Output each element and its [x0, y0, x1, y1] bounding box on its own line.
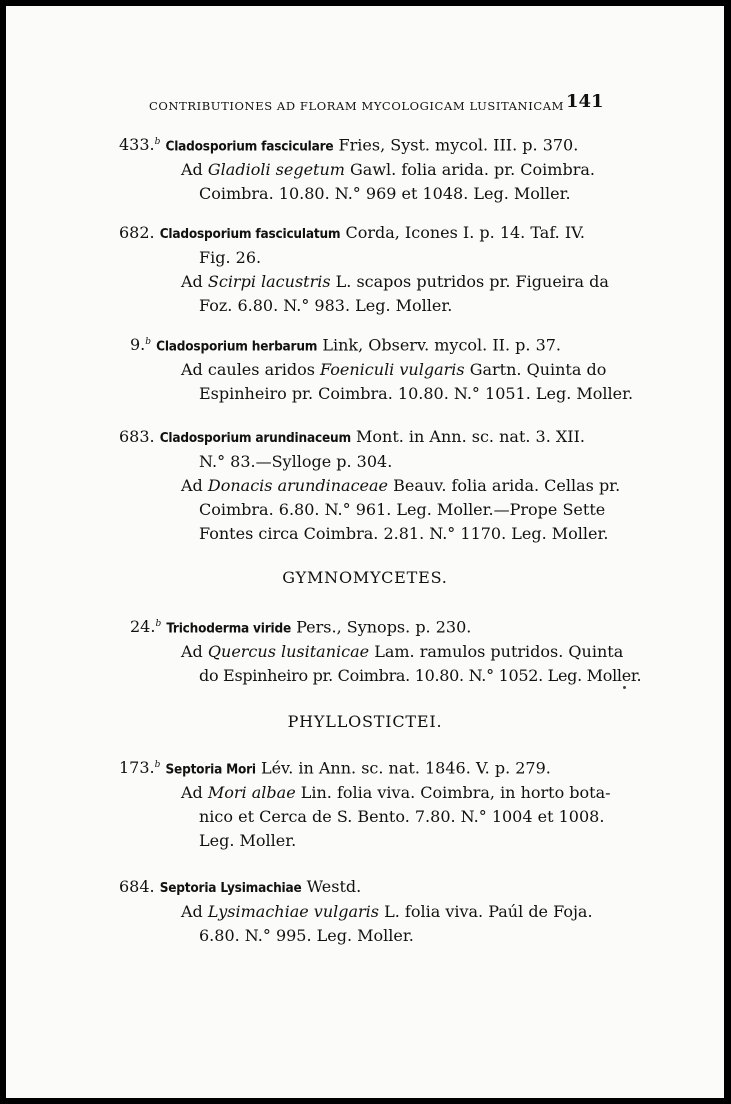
text-segment: 6.80. N.° 995. Leg. Moller.	[199, 926, 414, 945]
entry-433b	[119, 130, 595, 206]
entry-173b	[119, 753, 611, 853]
text-segment: do Espinheiro pr. Coimbra. 10.80. N.° 1052. Leg. Moller.	[199, 666, 642, 686]
entry-superscript: b	[145, 337, 152, 347]
entry-superscript: b	[154, 137, 161, 147]
entry-number: 173.	[119, 758, 155, 778]
text-segment: Ad	[181, 642, 208, 662]
text-segment: Gawl. folia arida. pr. Coimbra.	[344, 160, 595, 180]
genus-species: Cladosporium fasciculare	[165, 138, 334, 155]
taxon-italic: Scirpi lacustris	[207, 272, 331, 291]
text-segment: Foz. 6.80. N.° 983. Leg. Moller.	[199, 296, 453, 315]
text-segment: Ad	[181, 272, 208, 291]
taxon-italic: Donacis arundinaceae	[207, 476, 389, 495]
text-segment: Ad	[181, 902, 208, 921]
authority: Pers., Synops. p. 230.	[291, 617, 472, 637]
text-segment: Ad	[181, 476, 208, 495]
genus-species: Cladosporium arundinaceum	[159, 430, 351, 446]
authority: Fries, Syst. mycol. III. p. 370.	[333, 135, 579, 155]
authority: Corda, Icones I. p. 14. Taf. IV.	[340, 223, 585, 242]
authority: Lév. in Ann. sc. nat. 1846. V. p. 279.	[255, 758, 551, 778]
section-heading-phyllostictei: PHYLLOSTICTEI.	[287, 712, 443, 731]
text-segment: Lam. ramulos putridos. Quinta	[369, 642, 624, 662]
entry-superscript: b	[154, 760, 161, 770]
taxon-italic: Quercus lusitanicae	[207, 642, 370, 662]
genus-species: Cladosporium fasciculatum	[159, 226, 341, 242]
entry-number: 684.	[119, 877, 155, 896]
text-segment: L. folia viva. Paúl de Foja.	[379, 902, 593, 921]
text-segment: Coimbra. 6.80. N.° 961. Leg. Moller.—Prope Sette	[199, 500, 606, 519]
text-segment: Gartn. Quinta do	[464, 360, 607, 380]
genus-species: Septoria Mori	[165, 761, 256, 778]
text-segment: nico et Cerca de S. Bento. 7.80. N.° 1004 et 1008.	[199, 807, 605, 827]
text-segment: Fontes circa Coimbra. 2.81. N.° 1170. Leg. Moller.	[199, 524, 609, 543]
print-speck	[623, 686, 626, 689]
entry-number: 682.	[119, 223, 155, 242]
text-segment: Lin. folia viva. Coimbra, in horto bota-	[295, 783, 611, 803]
taxon-italic: Mori albae	[207, 783, 296, 803]
entry-superscript: b	[155, 619, 162, 629]
section-heading-gymnomycetes: GYMNOMYCETES.	[282, 568, 448, 587]
text-segment: Coimbra. 10.80. N.° 969 et 1048. Leg. Moller.	[199, 184, 571, 204]
entry-683	[119, 425, 620, 546]
text-segment: Ad	[181, 160, 208, 180]
entry-number: 9.	[130, 335, 146, 355]
text-segment: Espinheiro pr. Coimbra. 10.80. N.° 1051. Leg. Moller.	[199, 384, 634, 404]
page	[6, 6, 724, 1098]
entry-684	[119, 875, 593, 948]
text-segment: L. scapos putridos pr. Figueira da	[330, 272, 609, 291]
text-segment: Ad	[181, 783, 208, 803]
entry-number: 24.	[130, 617, 156, 637]
entry-9b	[130, 330, 633, 406]
genus-species: Septoria Lysimachiae	[159, 880, 302, 896]
authority: Westd.	[301, 877, 362, 896]
entry-682	[119, 221, 609, 318]
entry-number: 433.	[119, 135, 155, 155]
running-title: CONTRIBUTIONES AD FLORAM MYCOLOGICAM LUSITANICAM	[149, 99, 565, 113]
taxon-italic: Gladioli segetum	[207, 160, 345, 180]
text-segment: N.° 83.—Sylloge p. 304.	[199, 452, 393, 471]
genus-species: Trichoderma viride	[166, 620, 292, 637]
authority: Link, Observ. mycol. II. p. 37.	[317, 335, 562, 355]
page-number: 141	[566, 91, 604, 112]
taxon-italic: Foeniculi vulgaris	[320, 360, 465, 380]
text-segment: Leg. Moller.	[199, 831, 297, 851]
text-segment: Ad caules aridos	[181, 360, 321, 380]
taxon-italic: Lysimachiae vulgaris	[207, 902, 380, 921]
text-segment: Beauv. folia arida. Cellas pr.	[388, 476, 621, 495]
text-segment: Fig. 26.	[199, 248, 262, 267]
entry-24b	[130, 612, 641, 688]
authority: Mont. in Ann. sc. nat. 3. XII.	[350, 427, 586, 446]
genus-species: Cladosporium herbarum	[156, 338, 318, 355]
entry-number: 683.	[119, 427, 155, 446]
